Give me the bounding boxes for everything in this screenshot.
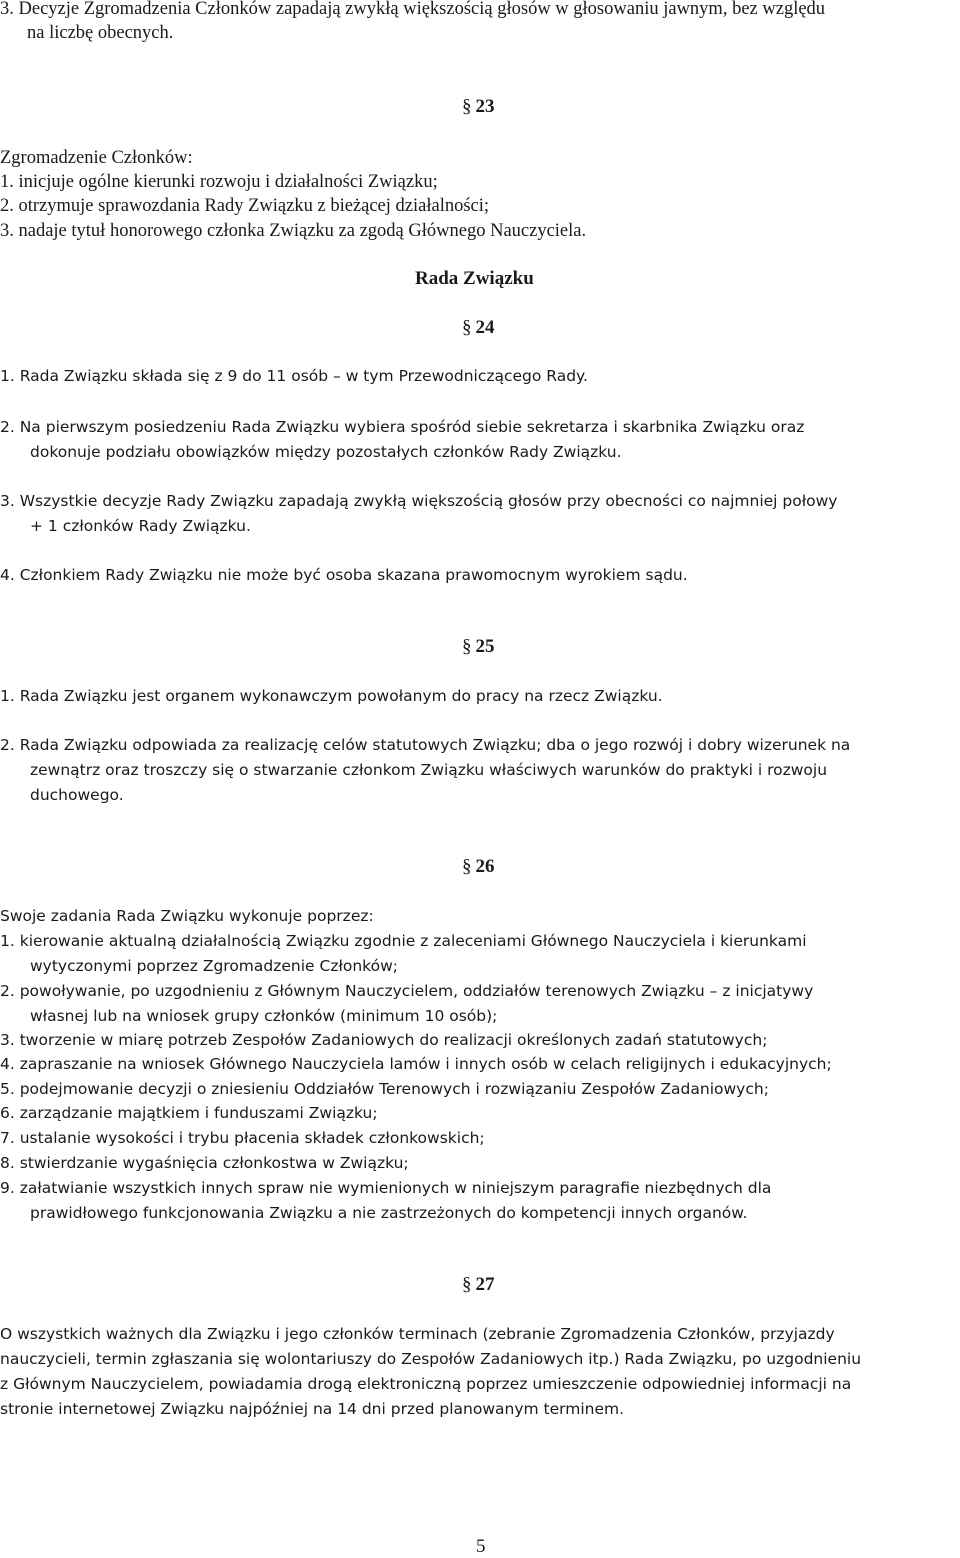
par26-item-3: 3. tworzenie w miarę potrzeb Zespołów Zadaniowych do realizacji określonych zadań statutowych;	[0, 1031, 768, 1049]
section-sign: §	[462, 636, 472, 657]
par26-item-2-line1: 2. powoływanie, po uzgodnieniu z Głównym Nauczycielem, oddziałów terenowych Związku – z inicjatywy	[0, 982, 814, 1000]
par23-intro: Zgromadzenie Członków:	[0, 148, 193, 168]
paragraph-27-heading	[462, 1274, 495, 1296]
par27-line4: stronie internetowej Związku najpóźniej na 14 dni przed planowanym terminem.	[0, 1400, 625, 1418]
paragraph-number: 23	[475, 96, 495, 117]
paragraph-23-heading	[462, 96, 495, 118]
par26-intro: Swoje zadania Rada Związku wykonuje poprzez:	[0, 907, 374, 925]
par22-item3-line1: 3. Decyzje Zgromadzenia Członków zapadają zwykłą większością głosów w głosowaniu jawnym, bez względu	[0, 0, 826, 19]
par24-item-3-line1: 3. Wszystkie decyzje Rady Związku zapadają zwykłą większością głosów przy obecności co najmniej połowy	[0, 492, 838, 510]
par23-item-2: 2. otrzymuje sprawozdania Rady Związku z bieżącej działalności;	[0, 196, 490, 216]
par26-item-6: 6. zarządzanie majątkiem i funduszami Związku;	[0, 1104, 378, 1122]
section-title: Rada Związku	[415, 268, 534, 289]
par24-item-4: 4. Członkiem Rady Związku nie może być osoba skazana prawomocnym wyrokiem sądu.	[0, 566, 688, 584]
section-sign: §	[462, 1274, 472, 1295]
par27-line2: nauczycieli, termin zgłaszania się wolontariuszy do Zespołów Zadaniowych itp.) Rada Związku, po uzgodnieniu	[0, 1350, 862, 1368]
section-sign: §	[462, 96, 472, 117]
par27-line3: z Głównym Nauczycielem, powiadamia drogą elektroniczną poprzez umieszczenie odpowiedniej informacji na	[0, 1375, 852, 1393]
par24-item-2-line1: 2. Na pierwszym posiedzeniu Rada Związku wybiera spośród siebie sekretarza i skarbnika Związku oraz	[0, 418, 805, 436]
paragraph-26-heading	[462, 856, 495, 878]
par26-item-2-line2: własnej lub na wniosek grupy członków (minimum 10 osób);	[30, 1007, 498, 1025]
par27-line1: O wszystkich ważnych dla Związku i jego członków terminach (zebranie Zgromadzenia Członków, przyjazdy	[0, 1325, 835, 1343]
paragraph-24-heading	[462, 317, 495, 339]
par26-item-1-line2: wytyczonymi poprzez Zgromadzenie Członków;	[30, 957, 398, 975]
par26-item-7: 7. ustalanie wysokości i trybu płacenia składek członkowskich;	[0, 1129, 485, 1147]
par24-item-1: 1. Rada Związku składa się z 9 do 11 osób – w tym Przewodniczącego Rady.	[0, 367, 588, 385]
par25-item-2-line2: zewnątrz oraz troszczy się o stwarzanie członkom Związku właściwych warunków do praktyki i rozwoju	[30, 761, 828, 779]
par24-item-2-line2: dokonuje podziału obowiązków między pozostałych członków Rady Związku.	[30, 443, 622, 461]
section-sign: §	[462, 856, 472, 877]
par26-item-9-line2: prawidłowego funkcjonowania Związku a nie zastrzeżonych do kompetencji innych organów.	[30, 1204, 748, 1222]
par25-item-2-line1: 2. Rada Związku odpowiada za realizację celów statutowych Związku; dba o jego rozwój i dobry wizerunek na	[0, 736, 851, 754]
paragraph-number: 24	[475, 317, 495, 338]
page-number: 5	[476, 1536, 486, 1557]
par26-item-1-line1: 1. kierowanie aktualną działalnością Związku zgodnie z zaleceniami Głównego Nauczyciela i kierunkami	[0, 932, 807, 950]
section-sign: §	[462, 317, 472, 338]
par26-item-5: 5. podejmowanie decyzji o zniesieniu Oddziałów Terenowych i rozwiązaniu Zespołów Zadaniowych;	[0, 1080, 769, 1098]
par24-item-3-line2: + 1 członków Rady Związku.	[30, 517, 251, 535]
paragraph-number: 25	[475, 636, 495, 657]
par26-item-4: 4. zapraszanie na wniosek Głównego Nauczyciela lamów i innych osób w celach religijnych i edukacyjnych;	[0, 1055, 832, 1073]
par22-item3-line2: na liczbę obecnych.	[27, 23, 174, 43]
paragraph-25-heading	[462, 636, 495, 658]
par25-item-2-line3: duchowego.	[30, 786, 124, 804]
par26-item-8: 8. stwierdzanie wygaśnięcia członkostwa w Związku;	[0, 1154, 409, 1172]
paragraph-number: 26	[475, 856, 495, 877]
par25-item-1: 1. Rada Związku jest organem wykonawczym powołanym do pracy na rzecz Związku.	[0, 687, 663, 705]
par23-item-3: 3. nadaje tytuł honorowego członka Związku za zgodą Głównego Nauczyciela.	[0, 221, 587, 241]
par26-item-9-line1: 9. załatwianie wszystkich innych spraw nie wymienionych w niniejszym paragrafie niezbędnych dla	[0, 1179, 772, 1197]
par23-item-1: 1. inicjuje ogólne kierunki rozwoju i działalności Związku;	[0, 172, 438, 192]
paragraph-number: 27	[475, 1274, 495, 1295]
